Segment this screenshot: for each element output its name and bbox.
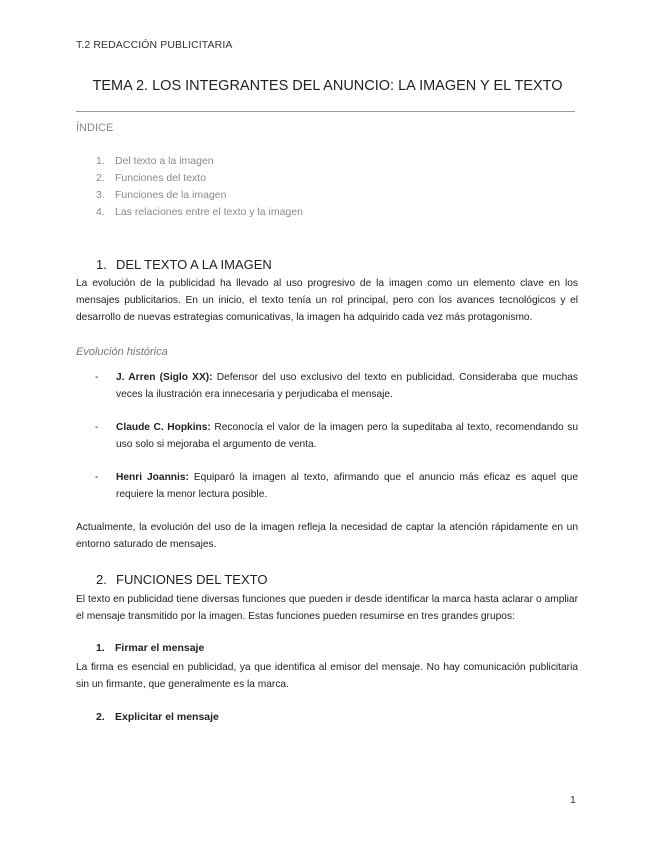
bullet-description: Equiparó la imagen al texto, afirmando que el anuncio más eficaz es aquel que requiere la menor lectura posible. xyxy=(116,472,578,500)
index-item[interactable] xyxy=(96,155,303,172)
index-item[interactable] xyxy=(96,172,303,189)
index-item-label[interactable]: Funciones del texto xyxy=(115,172,207,184)
bullet-name: Henri Joannis: xyxy=(116,472,189,483)
subsection-1-number: 1. xyxy=(96,642,105,654)
subsection-1-title: Firmar el mensaje xyxy=(115,642,205,654)
index-list xyxy=(96,155,303,223)
section-2-number: 2. xyxy=(96,572,107,587)
index-item-number: 2. xyxy=(96,172,105,184)
bullet-item xyxy=(95,419,578,453)
bullet-text xyxy=(116,369,578,403)
index-item[interactable] xyxy=(96,206,303,223)
subsection-2-title: Explicitar el mensaje xyxy=(115,711,219,723)
index-item[interactable] xyxy=(96,189,303,206)
subsection-1-text: La firma es esencial en publicidad, ya que identifica al emisor del mensaje. No hay comunicación publicitaria sin un firmante, que generalmente es la marca. xyxy=(76,662,578,690)
bullet-item xyxy=(95,469,578,503)
section-2-title: FUNCIONES DEL TEXTO xyxy=(116,572,268,587)
bullet-item xyxy=(95,369,578,403)
index-item-number: 1. xyxy=(96,155,105,167)
bullet-text xyxy=(116,419,578,453)
section-1-intro: La evolución de la publicidad ha llevado al uso progresivo de la imagen como un elemento clave en los mensajes publicitarios. En un inicio, el texto tenía un rol principal, pero con los avances tecnológicos y el desarrollo de nuevas estrategias comunicativas, la imagen ha adquirido cada vez más protagonismo. xyxy=(76,278,578,323)
running-header: T.2 REDACCIÓN PUBLICITARIA xyxy=(76,39,233,51)
bullet-dash: - xyxy=(95,422,99,433)
index-item-label[interactable]: Del texto a la imagen xyxy=(115,155,214,167)
index-heading: ÍNDICE xyxy=(76,122,114,134)
bullet-description: Reconocía el valor de la imagen pero la supeditaba al texto, recomendando su uso solo si mejoraba el argumento de venta. xyxy=(116,422,578,450)
subsection-1-heading xyxy=(96,642,204,654)
subsection-2-number: 2. xyxy=(96,711,105,723)
section-2-intro: El texto en publicidad tiene diversas funciones que pueden ir desde identificar la marca hasta aclarar o ampliar el mensaje transmitido por la imagen. Estas funciones pueden resumirse en tres grandes grupos: xyxy=(76,594,578,622)
section-1-heading xyxy=(96,257,272,272)
section-1-title: DEL TEXTO A LA IMAGEN xyxy=(116,257,272,272)
bullet-name: Claude C. Hopkins: xyxy=(116,422,211,433)
bullet-name: J. Arren (Siglo XX): xyxy=(116,372,213,383)
document-title: TEMA 2. LOS INTEGRANTES DEL ANUNCIO: LA IMAGEN Y EL TEXTO xyxy=(92,78,563,94)
index-item-number: 4. xyxy=(96,206,105,218)
page-number: 1 xyxy=(570,794,576,806)
bullet-dash: - xyxy=(95,472,99,483)
index-item-label[interactable]: Las relaciones entre el texto y la imagen xyxy=(115,206,303,218)
section-2-heading xyxy=(96,572,267,587)
section-1-closing: Actualmente, la evolución del uso de la imagen refleja la necesidad de captar la atención rápidamente en un entorno saturado de mensajes. xyxy=(76,522,578,550)
evolution-subheading: Evolución histórica xyxy=(76,346,168,358)
section-1-number: 1. xyxy=(96,257,107,272)
bullet-text xyxy=(116,469,578,503)
bullet-dash: - xyxy=(95,372,99,383)
subsection-2-heading xyxy=(96,711,219,723)
index-item-label[interactable]: Funciones de la imagen xyxy=(115,189,227,201)
bullet-description: Defensor del uso exclusivo del texto en publicidad. Consideraba que muchas veces la ilustración era innecesaria y perjudicaba el mensaje. xyxy=(116,372,578,400)
index-item-number: 3. xyxy=(96,189,105,201)
title-divider xyxy=(76,111,575,112)
